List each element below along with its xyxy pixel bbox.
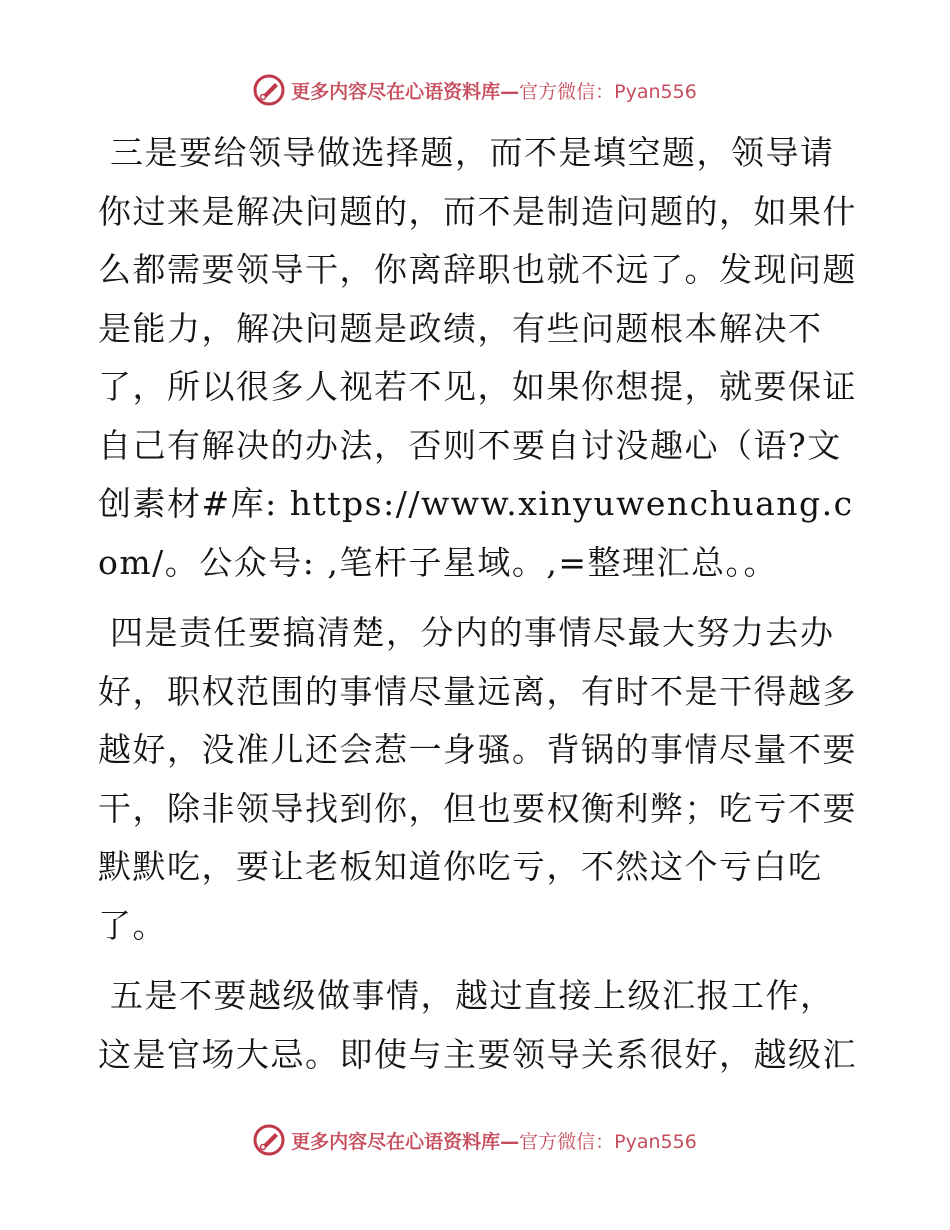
header-banner-main: 更多内容尽在心语资料库 [291, 80, 501, 103]
paragraph-three: 三是要给领导做选择题，而不是填空题，领导请你过来是解决问题的，而不是制造问题的，如果什么都需要领导干，你离辞职也就不远了。发现问题是能力，解决问题是政绩，有些问题根本解决不了，所以很多人视若不见，如果你想提，就要保证自己有解决的办法，否则不要自讨没趣心（语?文创素材#库: https://www.xinyuwenchuang.com/。公众号: ,笔杆子星域。,=整理汇总。。 [98, 133, 857, 582]
header-banner [0, 70, 950, 110]
footer-banner-dash: — [500, 1130, 520, 1153]
footer-banner-text [291, 1127, 697, 1154]
paragraph-four: 四是责任要搞清楚，分内的事情尽最大努力去办好，职权范围的事情尽量远离，有时不是干得越多越好，没准儿还会惹一身骚。背锅的事情尽量不要干，除非领导找到你，但也要权衡利弊；吃亏不要默默吃，要让老板知道你吃亏，不然这个亏白吃了。 [98, 613, 857, 945]
footer-banner [0, 1120, 950, 1160]
paragraph-five: 五是不要越级做事情，越过直接上级汇报工作，这是官场大忌。即使与主要领导关系很好，越级汇 [98, 976, 857, 1074]
header-banner-dash: — [500, 80, 520, 103]
footer-banner-main: 更多内容尽在心语资料库 [291, 1130, 501, 1153]
header-banner-text [291, 77, 697, 104]
library-logo-icon [253, 1124, 285, 1156]
header-banner-wechat: 官方微信：Pyan556 [519, 80, 697, 103]
footer-banner-wechat: 官方微信：Pyan556 [519, 1130, 697, 1153]
library-logo-icon [253, 74, 285, 106]
document-body [98, 124, 858, 1096]
